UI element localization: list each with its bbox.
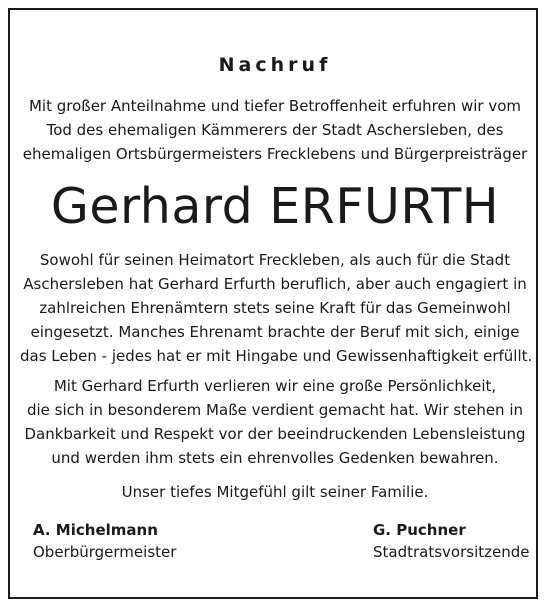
signatory-right (373, 519, 530, 563)
paragraph-line: Dankbarkeit und Respekt vor der beeindruckenden Lebensleistung (24, 425, 526, 443)
intro-line: ehemaligen Ortsbürgermeisters Frecklebens und Bürgerpreisträger (22, 145, 528, 163)
paragraph-line: und werden ihm stets ein ehrenvolles Gedenken bewahren. (51, 449, 499, 467)
paragraph-line: eingesetzt. Manches Ehrenamt brachte der Beruf mit sich, einige (30, 323, 520, 341)
paragraph-line: das Leben - jedes hat er mit Hingabe und Gewissenhaftigkeit erfüllt. (20, 347, 533, 365)
deceased-name: Gerhard ERFURTH (50, 178, 500, 235)
signatory-name: G. Puchner (373, 521, 466, 539)
intro-text (20, 94, 530, 166)
notice-heading: Nachruf (218, 54, 332, 76)
paragraph-line: die sich in besonderem Maße verdient gemacht hat. Wir stehen in (26, 401, 524, 419)
intro-line: Mit großer Anteilnahme und tiefer Betroffenheit erfuhren wir vom (28, 97, 522, 115)
paragraph-line: Sowohl für seinen Heimatort Freckleben, als auch für die Stadt (39, 251, 511, 269)
signatory-name: A. Michelmann (33, 521, 158, 539)
paragraph-line: zahlreichen Ehrenämtern stets seine Kraft für das Gemeinwohl (39, 299, 511, 317)
tribute-paragraph-1 (20, 248, 533, 368)
signatory-left (33, 519, 176, 563)
paragraph-line: Aschersleben hat Gerhard Erfurth beruflich, aber auch engagiert in (23, 275, 527, 293)
paragraph-line: Mit Gerhard Erfurth verlieren wir eine große Persönlichkeit, (53, 377, 497, 395)
intro-line: Tod des ehemaligen Kämmerers der Stadt Aschersleben, des (46, 121, 504, 139)
tribute-paragraph-2 (20, 374, 530, 470)
signatory-title: Oberbürgermeister (33, 543, 177, 561)
condolence-line: Unser tiefes Mitgefühl gilt seiner Familie. (121, 483, 429, 501)
signatory-title: Stadtratsvorsitzende (373, 543, 530, 561)
